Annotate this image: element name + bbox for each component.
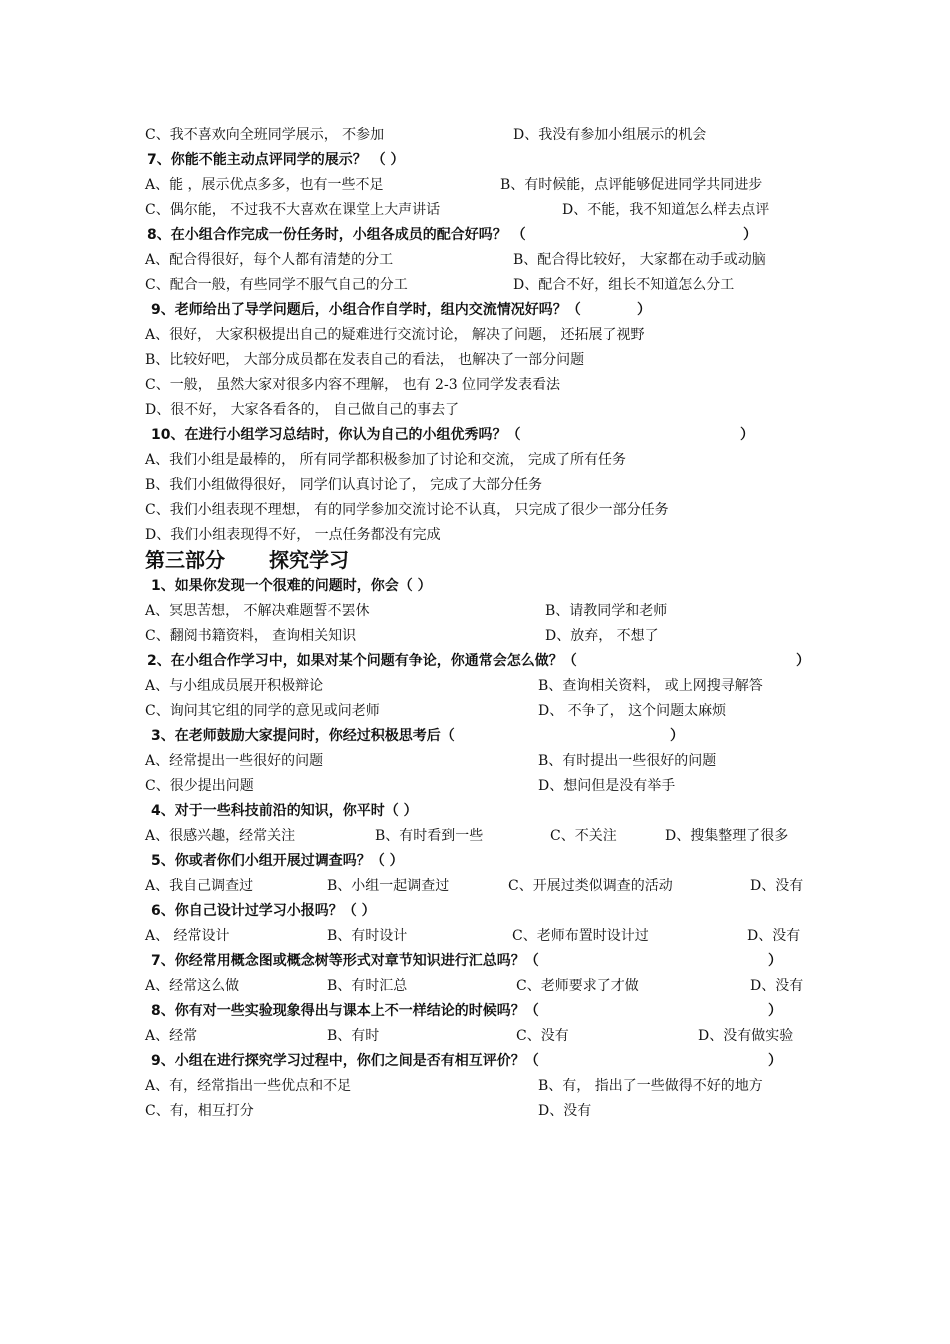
option-text: C、一般， 虽然大家对很多内容不理解， 也有 2-3 位同学发表看法 (145, 377, 561, 393)
option-text: B、比较好吧， 大部分成员都在发表自己的看法， 也解决了一部分问题 (145, 352, 585, 368)
option-text: B、有时提出一些很好的问题 (538, 753, 717, 769)
option-line (145, 749, 825, 774)
question-text: 8、你有对一些实验现象得出与课本上不一样结论的时候吗？（ (151, 1003, 539, 1019)
option-line (145, 348, 825, 373)
question-text: 7、你经常用概念图或概念树等形式对章节知识进行汇总吗？（ (151, 953, 539, 969)
option-text: C、我不喜欢向全班同学展示， 不参加 (145, 127, 385, 143)
question-text: ） (743, 227, 757, 243)
option-text: A、我自己调查过 (145, 878, 254, 894)
option-text: C、询问其它组的同学的意见或问老师 (145, 703, 380, 719)
question-line (145, 298, 825, 323)
option-text: A、冥思苦想， 不解决难题誓不罢休 (145, 603, 370, 619)
question-line (145, 649, 825, 674)
option-text: A、能 ，展示优点多多，也有一些不足 (145, 177, 384, 193)
question-text: 6、你自己设计过学习小报吗？（ ） (151, 903, 376, 919)
question-text: 3、在老师鼓励大家提问时，你经过积极思考后（ (151, 728, 455, 744)
section-heading (145, 546, 825, 574)
option-line (145, 599, 825, 624)
option-text: C、不关注 (550, 828, 617, 844)
option-text: B、我们小组做得很好， 同学们认真讨论了， 完成了大部分任务 (145, 477, 543, 493)
option-text: B、有， 指出了一些做得不好的地方 (538, 1078, 763, 1094)
option-line (145, 198, 825, 223)
question-line (145, 799, 825, 824)
option-text: A、 经常设计 (145, 928, 230, 944)
question-text: 5、你或者你们小组开展过调查吗？（ ） (151, 853, 404, 869)
option-text: A、有，经常指出一些优点和不足 (145, 1078, 352, 1094)
option-text: D、 不争了， 这个问题太麻烦 (538, 703, 727, 719)
option-text: D、不能，我不知道怎么样去点评 (562, 202, 770, 218)
option-line (145, 248, 825, 273)
question-line (145, 949, 825, 974)
question-text: 9、老师给出了导学问题后，小组合作自学时，组内交流情况好吗？（ (151, 302, 581, 318)
option-text: D、没有 (538, 1103, 592, 1119)
question-text: ） (768, 1003, 782, 1019)
question-text: 9、小组在进行探究学习过程中，你们之间是否有相互评价？（ (151, 1053, 539, 1069)
option-text: B、有时 (327, 1028, 380, 1044)
option-text: B、有时汇总 (327, 978, 408, 994)
option-line (145, 323, 825, 348)
option-line (145, 498, 825, 523)
option-text: D、没有 (750, 878, 804, 894)
question-line (145, 423, 825, 448)
option-line (145, 398, 825, 423)
question-text: 10、在进行小组学习总结时，你认为自己的小组优秀吗？（ (151, 427, 521, 443)
option-line (145, 473, 825, 498)
option-text: C、没有 (516, 1028, 569, 1044)
option-text: D、没有 (747, 928, 801, 944)
option-text: D、没有 (750, 978, 804, 994)
option-line (145, 1074, 825, 1099)
question-text: ） (768, 953, 782, 969)
question-text: ） (740, 427, 754, 443)
question-line (145, 1049, 825, 1074)
option-line (145, 523, 825, 548)
question-text: 7、你能不能主动点评同学的展示？ （ ） (147, 152, 405, 168)
question-line (145, 574, 825, 599)
option-text: A、配合得很好，每个人都有清楚的分工 (145, 252, 394, 268)
heading-text: 探究学习 (269, 548, 349, 572)
option-line (145, 123, 825, 148)
option-text: A、很感兴趣，经常关注 (145, 828, 296, 844)
option-line (145, 448, 825, 473)
question-text: ） (670, 728, 684, 744)
heading-text: 第三部分 (145, 548, 225, 572)
option-line (145, 699, 825, 724)
question-line (145, 849, 825, 874)
option-text: D、没有做实验 (698, 1028, 794, 1044)
option-text: B、有时设计 (327, 928, 408, 944)
option-text: C、开展过类似调查的活动 (508, 878, 673, 894)
option-text: B、小组一起调查过 (327, 878, 450, 894)
question-text: 2、在小组合作学习中，如果对某个问题有争论，你通常会怎么做？（ (147, 653, 577, 669)
option-line (145, 974, 825, 999)
option-line (145, 173, 825, 198)
option-text: A、经常提出一些很好的问题 (145, 753, 324, 769)
option-text: B、配合得比较好， 大家都在动手或动脑 (513, 252, 766, 268)
question-text: ） (796, 653, 810, 669)
option-text: A、很好， 大家积极提出自己的疑难进行交流讨论， 解决了问题， 还拓展了视野 (145, 327, 645, 343)
option-line (145, 674, 825, 699)
option-line (145, 373, 825, 398)
option-line (145, 874, 825, 899)
option-text: C、偶尔能， 不过我不大喜欢在课堂上大声讲话 (145, 202, 441, 218)
option-text: D、我没有参加小组展示的机会 (513, 127, 707, 143)
option-text: A、我们小组是最棒的， 所有同学都积极参加了讨论和交流， 完成了所有任务 (145, 452, 627, 468)
question-line (145, 148, 825, 173)
question-text: 4、对于一些科技前沿的知识，你平时（ ） (151, 803, 418, 819)
option-text: C、老师布置时设计过 (512, 928, 649, 944)
option-line (145, 1099, 825, 1124)
option-text: D、搜集整理了很多 (665, 828, 789, 844)
option-text: D、放弃， 不想了 (545, 628, 659, 644)
option-text: C、翻阅书籍资料， 查询相关知识 (145, 628, 357, 644)
question-line (145, 223, 825, 248)
question-text: ） (637, 302, 651, 318)
option-text: D、很不好， 大家各看各的， 自己做自己的事去了 (145, 402, 460, 418)
option-text: A、经常这么做 (145, 978, 240, 994)
option-text: B、请教同学和老师 (545, 603, 668, 619)
option-line (145, 273, 825, 298)
option-text: C、我们小组表现不理想， 有的同学参加交流讨论不认真， 只完成了很少一部分任务 (145, 502, 669, 518)
option-line (145, 774, 825, 799)
option-text: B、查询相关资料， 或上网搜寻解答 (538, 678, 763, 694)
question-line (145, 724, 825, 749)
option-line (145, 824, 825, 849)
question-text: 8、在小组合作完成一份任务时，小组各成员的配合好吗？ （ (147, 227, 526, 243)
option-text: D、我们小组表现得不好， 一点任务都没有完成 (145, 527, 441, 543)
question-text: ） (768, 1053, 782, 1069)
option-text: A、与小组成员展开积极辩论 (145, 678, 324, 694)
question-line (145, 899, 825, 924)
option-text: A、经常 (145, 1028, 198, 1044)
option-text: D、配合不好，组长不知道怎么分工 (513, 277, 735, 293)
option-text: C、配合一般，有些同学不服气自己的分工 (145, 277, 408, 293)
option-text: C、老师要求了才做 (516, 978, 639, 994)
option-text: D、想问但是没有举手 (538, 778, 676, 794)
option-text: B、有时候能，点评能够促进同学共同进步 (500, 177, 763, 193)
option-text: C、很少提出问题 (145, 778, 254, 794)
option-text: C、有，相互打分 (145, 1103, 254, 1119)
question-text: 1、如果你发现一个很难的问题时，你会（ ） (151, 578, 432, 594)
option-line (145, 1024, 825, 1049)
question-line (145, 999, 825, 1024)
option-text: B、有时看到一些 (375, 828, 484, 844)
option-line (145, 924, 825, 949)
option-line (145, 624, 825, 649)
